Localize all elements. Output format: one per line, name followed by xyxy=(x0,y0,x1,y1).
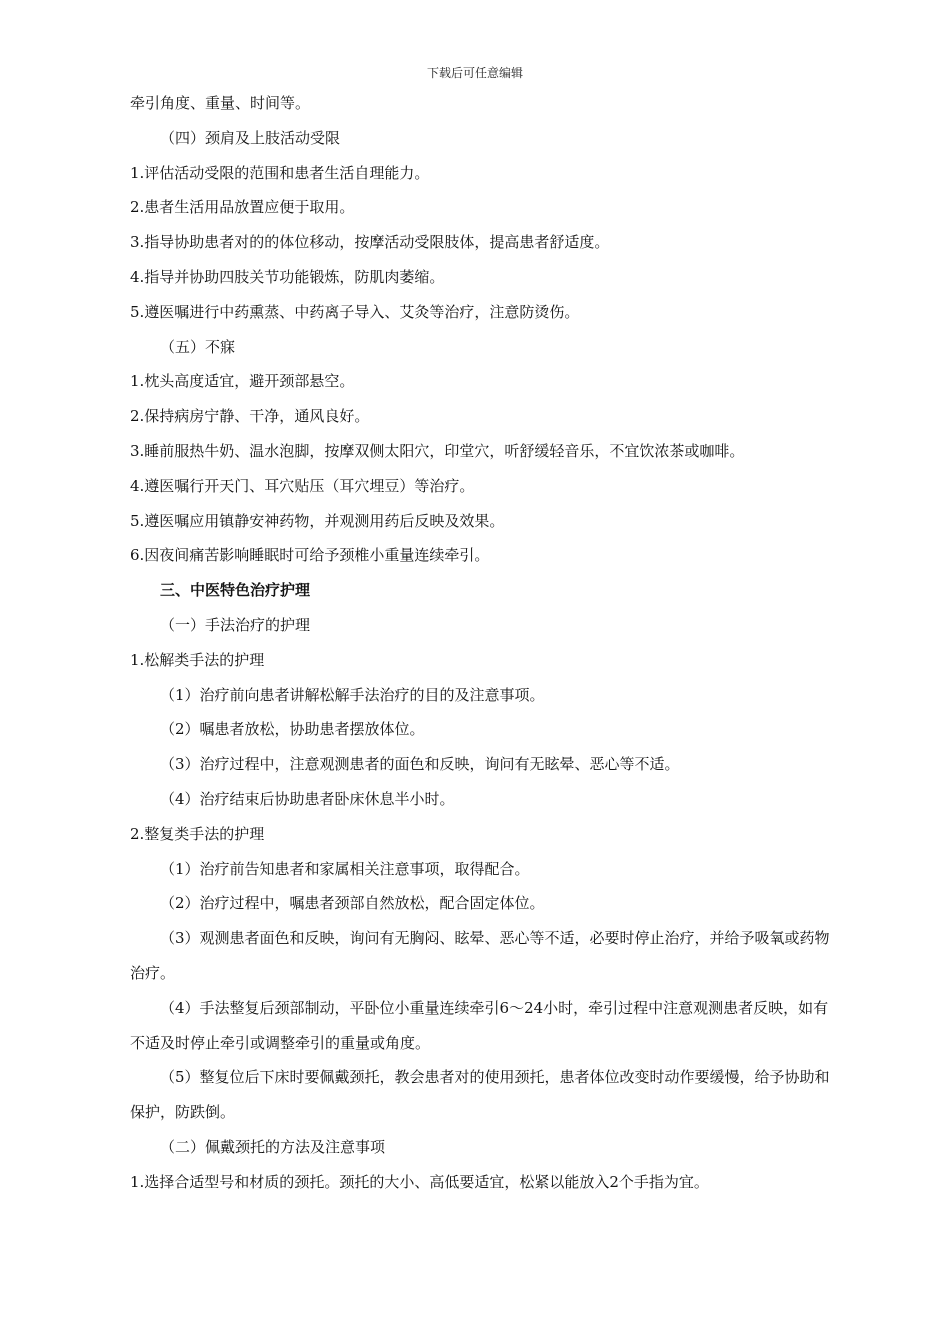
paragraph: （四）颈肩及上肢活动受限 xyxy=(160,128,341,147)
paragraph: （4）治疗结束后协助患者卧床休息半小时。 xyxy=(160,789,455,808)
paragraph: 2.保持病房宁静、干净，通风良好。 xyxy=(130,407,370,426)
paragraph: （5）整复位后下床时要佩戴颈托，教会患者对的使用颈托，患者体位改变时动作要缓慢，给予协助和保护，防跌倒。 xyxy=(130,1068,830,1122)
paragraph: 3.指导协助患者对的的体位移动，按摩活动受限肢体，提高患者舒适度。 xyxy=(130,233,610,252)
document-body xyxy=(130,86,830,1200)
paragraph: 4.遵医嘱行开天门、耳穴贴压（耳穴埋豆）等治疗。 xyxy=(130,476,475,495)
paragraph: 4.指导并协助四肢关节功能锻炼，防肌肉萎缩。 xyxy=(130,267,445,286)
paragraph: （4）手法整复后颈部制动，平卧位小重量连续牵引6～24小时，牵引过程中注意观测患者反映，如有不适及时停止牵引或调整牵引的重量或角度。 xyxy=(130,998,829,1052)
paragraph: （1）治疗前告知患者和家属相关注意事项，取得配合。 xyxy=(160,859,530,878)
paragraph: （五）不寐 xyxy=(160,337,236,356)
paragraph: （2）嘱患者放松，协助患者摆放体位。 xyxy=(160,720,425,739)
paragraph: 1.评估活动受限的范围和患者生活自理能力。 xyxy=(130,163,430,182)
paragraph: 1.松解类手法的护理 xyxy=(130,650,265,669)
paragraph: （3）治疗过程中，注意观测患者的面色和反映，询问有无眩晕、恶心等不适。 xyxy=(160,755,680,774)
paragraph: （3）观测患者面色和反映，询问有无胸闷、眩晕、恶心等不适，必要时停止治疗，并给予吸氧或药物治疗。 xyxy=(130,929,830,982)
paragraph: 1.枕头高度适宜，避开颈部悬空。 xyxy=(130,372,355,391)
paragraph: 1.选择合适型号和材质的颈托。颈托的大小、高低要适宜，松紧以能放入2个手指为宜。 xyxy=(130,1172,709,1191)
paragraph: （2）治疗过程中，嘱患者颈部自然放松，配合固定体位。 xyxy=(160,894,545,913)
page-header-note: 下载后可任意编辑 xyxy=(426,66,523,80)
section-heading: 三、中医特色治疗护理 xyxy=(160,581,311,600)
paragraph: （一）手法治疗的护理 xyxy=(160,615,311,634)
paragraph: （1）治疗前向患者讲解松解手法治疗的目的及注意事项。 xyxy=(160,685,545,704)
paragraph: 3.睡前服热牛奶、温水泡脚，按摩双侧太阳穴，印堂穴，听舒缓轻音乐，不宜饮浓茶或咖啡。 xyxy=(130,441,745,460)
paragraph: （二）佩戴颈托的方法及注意事项 xyxy=(160,1137,386,1156)
paragraph: 5.遵医嘱进行中药熏蒸、中药离子导入、艾灸等治疗，注意防烫伤。 xyxy=(130,302,580,321)
paragraph: 6.因夜间痛苦影响睡眠时可给予颈椎小重量连续牵引。 xyxy=(130,546,490,565)
paragraph: 2.整复类手法的护理 xyxy=(130,824,265,843)
paragraph: 牵引角度、重量、时间等。 xyxy=(130,94,311,112)
paragraph: 2.患者生活用品放置应便于取用。 xyxy=(130,198,355,217)
paragraph: 5.遵医嘱应用镇静安神药物，并观测用药后反映及效果。 xyxy=(130,511,505,530)
